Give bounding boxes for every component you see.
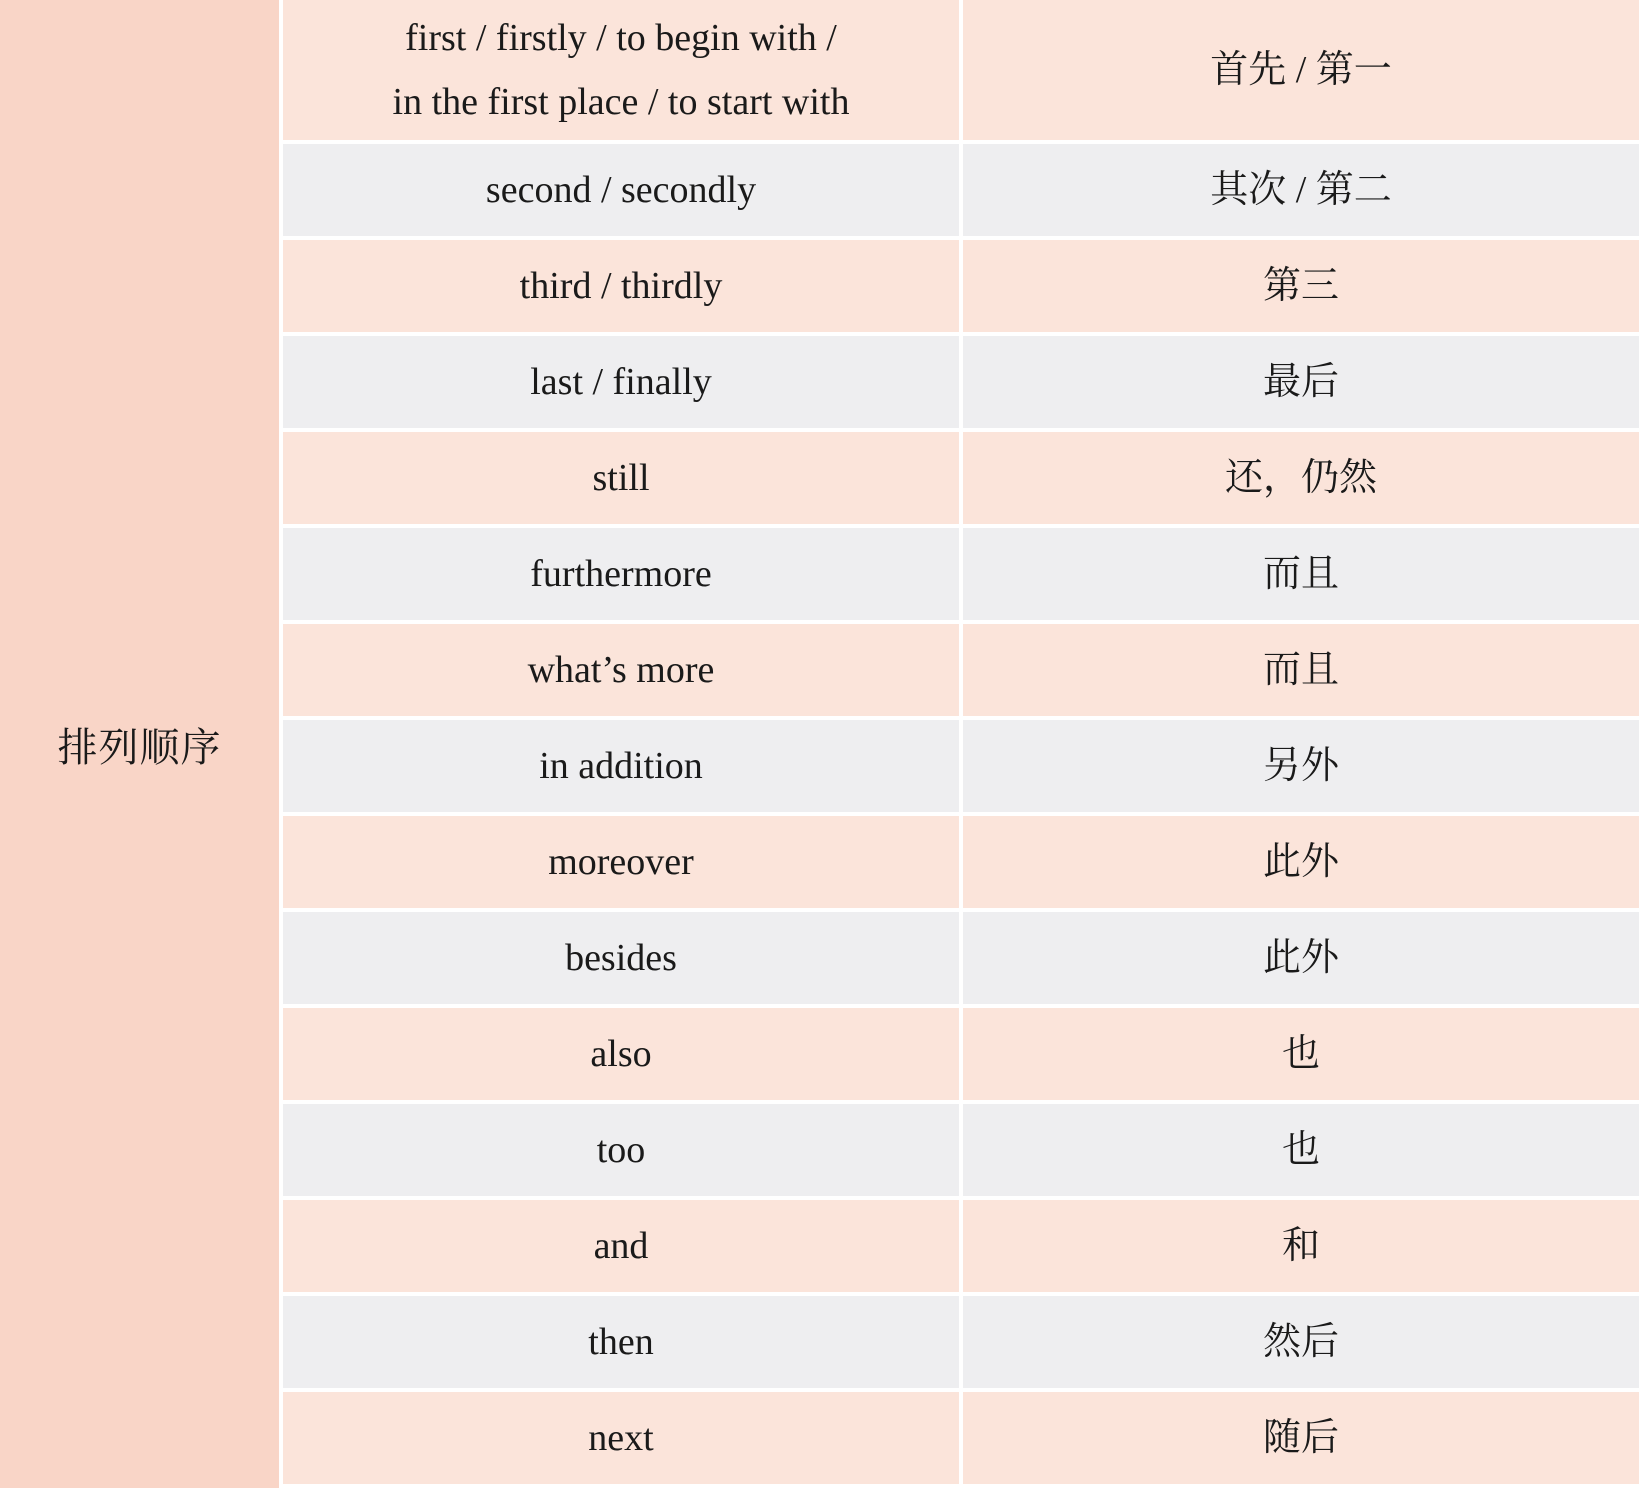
english-line: in the first place / to start with — [392, 81, 850, 123]
english-line: first / firstly / to begin with / — [405, 17, 837, 59]
table-row-chinese-cell: 和 — [963, 1200, 1639, 1296]
table-row-english-cell: what’s more — [283, 624, 959, 720]
table-row-english-cell: moreover — [283, 816, 959, 912]
table-row-english-cell: and — [283, 1200, 959, 1296]
table-row-chinese-cell: 其次 / 第二 — [963, 144, 1639, 240]
table-row-chinese-cell: 另外 — [963, 720, 1639, 816]
table-row-chinese-cell: 此外 — [963, 912, 1639, 1008]
table-row-chinese-cell: 而且 — [963, 528, 1639, 624]
table-row-chinese-cell: 然后 — [963, 1296, 1639, 1392]
table-row-english-cell: third / thirdly — [283, 240, 959, 336]
table-row-english-cell — [283, 0, 959, 144]
table-row-english-cell: next — [283, 1392, 959, 1488]
table-row-english-cell: in addition — [283, 720, 959, 816]
table-row-chinese-cell: 随后 — [963, 1392, 1639, 1488]
table-row-chinese-cell: 此外 — [963, 816, 1639, 912]
table-row-english-cell: still — [283, 432, 959, 528]
table-row-chinese-cell: 而且 — [963, 624, 1639, 720]
table-row-chinese-cell: 还，仍然 — [963, 432, 1639, 528]
table-row-chinese-cell: 也 — [963, 1104, 1639, 1200]
table-row-english-cell: second / secondly — [283, 144, 959, 240]
table-row-english-cell: then — [283, 1296, 959, 1392]
table-row-english-cell: also — [283, 1008, 959, 1104]
table-row-chinese-cell: 最后 — [963, 336, 1639, 432]
category-label: 排列顺序 — [0, 0, 279, 1488]
table-row-english-cell: furthermore — [283, 528, 959, 624]
table-row-english-cell: last / finally — [283, 336, 959, 432]
table-row-chinese-cell: 第三 — [963, 240, 1639, 336]
table-row-english-cell: too — [283, 1104, 959, 1200]
table-row-chinese-cell: 首先 / 第一 — [963, 0, 1639, 144]
table-row-english-cell: besides — [283, 912, 959, 1008]
table-row-chinese-cell: 也 — [963, 1008, 1639, 1104]
